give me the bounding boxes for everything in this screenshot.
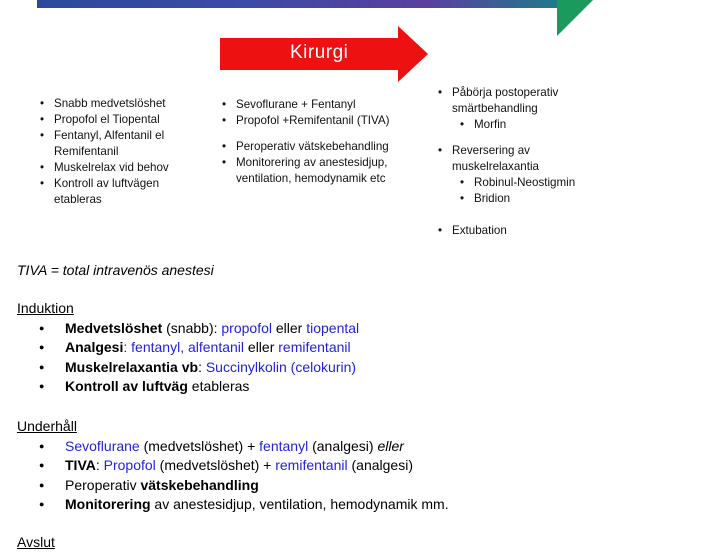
list-item: • Reversering av muskelrelaxantia [436, 143, 575, 175]
phase-figure [0, 0, 719, 255]
list-item: • Snabb medvetslöshet [38, 96, 169, 112]
link-propofol[interactable]: propofol [221, 319, 272, 336]
list-item: ● Monitorering av anestesidjup, ventilation, hemodynamik mm. [17, 495, 449, 515]
link-remifentanil[interactable]: remifentanil [275, 457, 348, 473]
link-remifentanil[interactable]: remifentanil [278, 339, 351, 355]
link-fentanyl[interactable]: fentanyl [131, 339, 181, 355]
list-item: • Muskelrelax vid behov [38, 160, 169, 176]
list-item: • Peroperativ vätskebehandling [220, 139, 389, 155]
link-succinylkolin[interactable]: Succinylkolin [205, 358, 287, 375]
link-alfentanil[interactable]: alfentanil [187, 339, 245, 355]
list-item: • Påbörja postoperativ smärtbehandling [436, 85, 575, 117]
section-heading: Underhåll [17, 418, 77, 434]
link-tiopental[interactable]: tiopental [306, 319, 360, 336]
link-sevoflurane[interactable]: Sevoflurane [65, 437, 140, 454]
list-item: ● Kontroll av luftväg etableras [17, 377, 359, 397]
list-item: ● Muskelrelaxantia vb: Succinylkolin (celokurin) [17, 358, 359, 378]
tiva-caption: TIVA = total intravenös anestesi [17, 262, 214, 278]
induction-column [38, 96, 169, 208]
list-item: • Robinul-Neostigmin [436, 175, 575, 191]
list-item: ● Sevoflurane (medvetslöshet) + fentanyl (analgesi) eller [17, 437, 449, 457]
induktion-section [17, 299, 359, 397]
maintenance-column [220, 97, 389, 187]
link-fentanyl[interactable]: fentanyl [259, 437, 309, 454]
link-propofol[interactable]: Propofol [103, 457, 156, 473]
list-item: ● Medvetslöshet (snabb): propofol eller tiopental [17, 319, 359, 339]
emergence-column [436, 85, 575, 239]
kirurgi-label: Kirurgi [290, 42, 349, 63]
section-heading: Avslut [17, 534, 55, 550]
list-item: ● Analgesi: fentanyl, alfentanil eller remifentanil [17, 338, 359, 358]
list-item: ● TIVA: Propofol (medvetslöshet) + remifentanil (analgesi) [17, 456, 449, 476]
list-item: • Extubation [436, 223, 575, 239]
section-heading: Induktion [17, 300, 74, 316]
underhall-section [17, 417, 449, 515]
list-item: • Kontroll av luftvägen etableras [38, 176, 169, 208]
list-item: • Sevoflurane + Fentanyl [220, 97, 389, 113]
list-item: • Propofol +Remifentanil (TIVA) [220, 113, 389, 129]
link-celokurin[interactable]: celokurin [295, 358, 352, 375]
list-item: • Propofol el Tiopental [38, 112, 169, 128]
list-item: • Monitorering av anestesidjup, ventilation, hemodynamik etc [220, 155, 389, 187]
list-item: ● Peroperativ vätskebehandling [17, 476, 449, 496]
timeline-bar [37, 0, 557, 8]
timeline-arrow-tip [557, 0, 593, 36]
list-item: • Bridion [436, 191, 575, 207]
list-item: • Morfin [436, 117, 575, 133]
list-item: • Fentanyl, Alfentanil el Remifentanil [38, 128, 169, 160]
